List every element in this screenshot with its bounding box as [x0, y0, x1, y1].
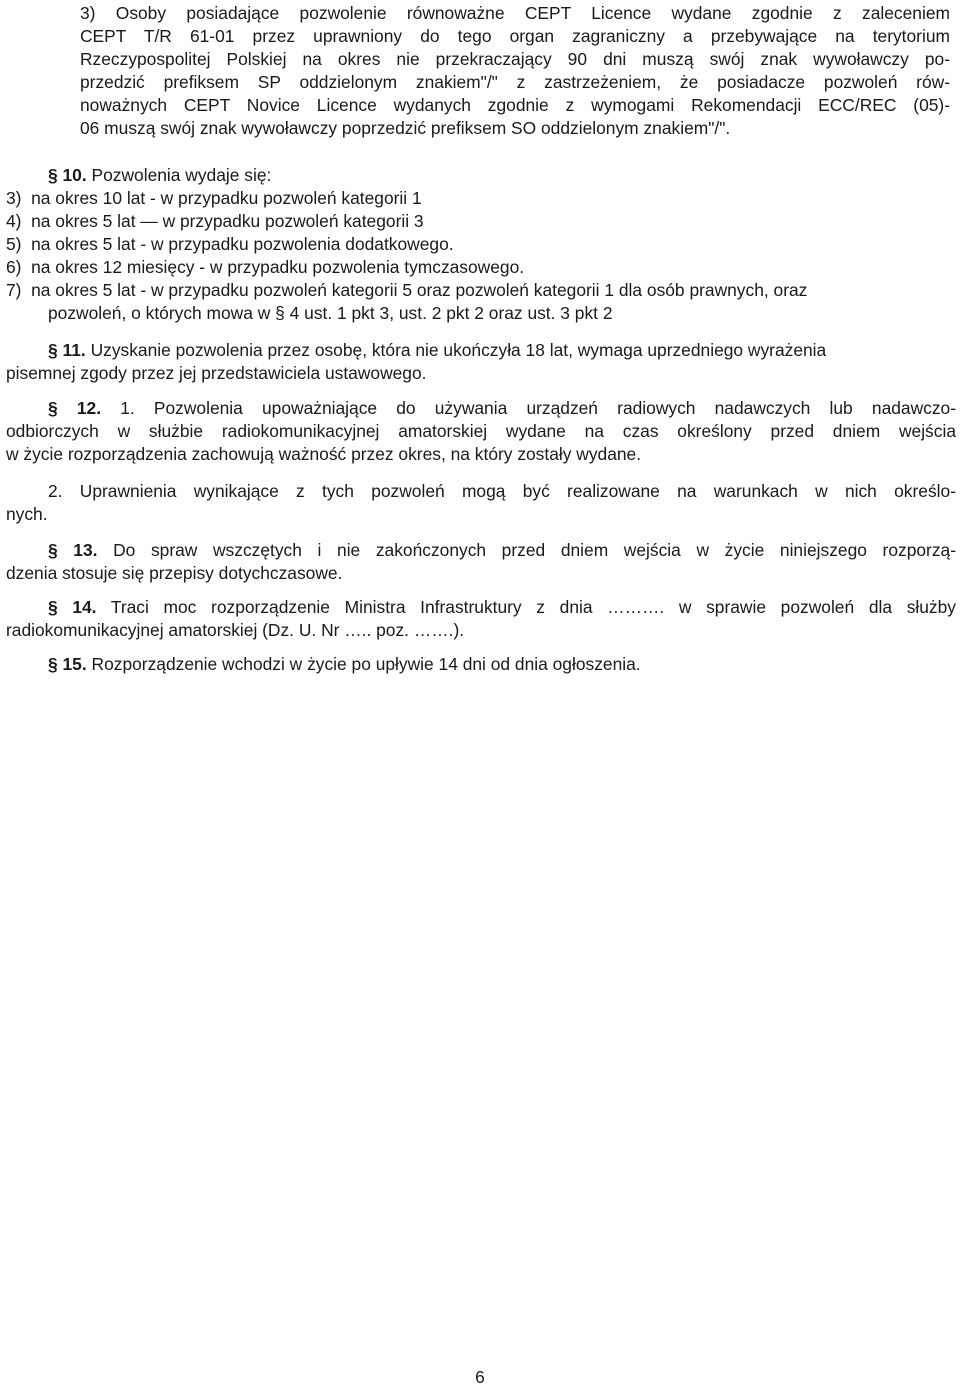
item-3-line-4: przedzić prefiksem SP oddzielonym znakiem"/" z zastrzeżeniem, że posiadacze pozwoleń rów- — [80, 72, 950, 92]
section-10-heading — [48, 164, 271, 187]
section-10-item-4: 4) na okres 5 lat — w przypadku pozwoleń kategorii 3 — [6, 211, 424, 231]
section-14-line-1 — [48, 596, 956, 619]
section-12-line-2: odbiorczych w służbie radiokomunikacyjnej amatorskiej wydane na czas określony przed dniem wejścia — [6, 421, 956, 441]
section-15-line — [48, 653, 641, 676]
section-11-line-1 — [48, 339, 826, 362]
item-3-line-2: CEPT T/R 61-01 przez uprawniony do tego organ zagraniczny a przebywające na terytorium — [80, 26, 950, 46]
section-10-item-3: 3) na okres 10 lat - w przypadku pozwoleń kategorii 1 — [6, 188, 422, 208]
section-11-line-2: pisemnej zgody przez jej przedstawiciela ustawowego. — [6, 363, 427, 383]
section-13-mark: § 13. — [48, 540, 98, 560]
item-3-line-5: noważnych CEPT Novice Licence wydanych zgodnie z wymogami Rekomendacji ECC/REC (05)- — [80, 95, 950, 115]
section-10-text: Pozwolenia wydaje się: — [86, 165, 272, 185]
section-10-mark: § 10. — [48, 165, 87, 185]
section-10-item-7: 7) na okres 5 lat - w przypadku pozwoleń kategorii 5 oraz pozwoleń kategorii 1 dla osób prawnych, oraz — [6, 280, 808, 300]
page-number: 6 — [475, 1367, 485, 1387]
section-10-item-7-cont: pozwoleń, o których mowa w § 4 ust. 1 pkt 3, ust. 2 pkt 2 oraz ust. 3 pkt 2 — [48, 303, 613, 323]
section-12-line-3: w życie rozporządzenia zachowują ważność przez okres, na który zostały wydane. — [6, 444, 642, 464]
section-14-line-2: radiokomunikacyjnej amatorskiej (Dz. U. Nr ….. poz. …….). — [6, 620, 465, 640]
item-3-line-6: 06 muszą swój znak wywoławczy poprzedzić prefiksem SO oddzielonym znakiem"/". — [80, 118, 731, 138]
item-3-line-1: 3) Osoby posiadające pozwolenie równoważne CEPT Licence wydane zgodnie z zaleceniem — [80, 3, 950, 23]
section-13-text: Do spraw wszczętych i nie zakończonych przed dniem wejścia w życie niniejszego rozporzą- — [97, 540, 956, 560]
section-10-item-6: 6) na okres 12 miesięcy - w przypadku pozwolenia tymczasowego. — [6, 257, 525, 277]
section-12-line-1 — [48, 397, 956, 420]
section-15-mark: § 15. — [48, 654, 87, 674]
section-14-mark: § 14. — [48, 597, 97, 617]
item-3-line-3: Rzeczypospolitej Polskiej na okres nie przekraczający 90 dni muszą swój znak wywoławczy po- — [80, 49, 950, 69]
section-12-para-2-line-1: 2. Uprawnienia wynikające z tych pozwoleń mogą być realizowane na warunkach w nich określo- — [48, 481, 956, 501]
section-13-line-2: dzenia stosuje się przepisy dotychczasowe. — [6, 563, 343, 583]
section-13-line-1 — [48, 539, 956, 562]
section-12-text: 1. Pozwolenia upoważniające do używania urządzeń radiowych nadawczych lub nadawczo- — [101, 398, 956, 418]
section-12-para-2-line-2: nych. — [6, 504, 48, 524]
section-11-text: Uzyskanie pozwolenia przez osobę, która nie ukończyła 18 lat, wymaga uprzedniego wyrażenia — [85, 340, 827, 360]
section-10-item-5: 5) na okres 5 lat - w przypadku pozwolenia dodatkowego. — [6, 234, 454, 254]
section-11-mark: § 11. — [48, 340, 86, 360]
section-14-text: Traci moc rozporządzenie Ministra Infrastruktury z dnia ………. w sprawie pozwoleń dla służby — [96, 597, 956, 617]
section-15-text: Rozporządzenie wchodzi w życie po upływie 14 dni od dnia ogłoszenia. — [86, 654, 641, 674]
section-12-mark: § 12. — [48, 398, 102, 418]
